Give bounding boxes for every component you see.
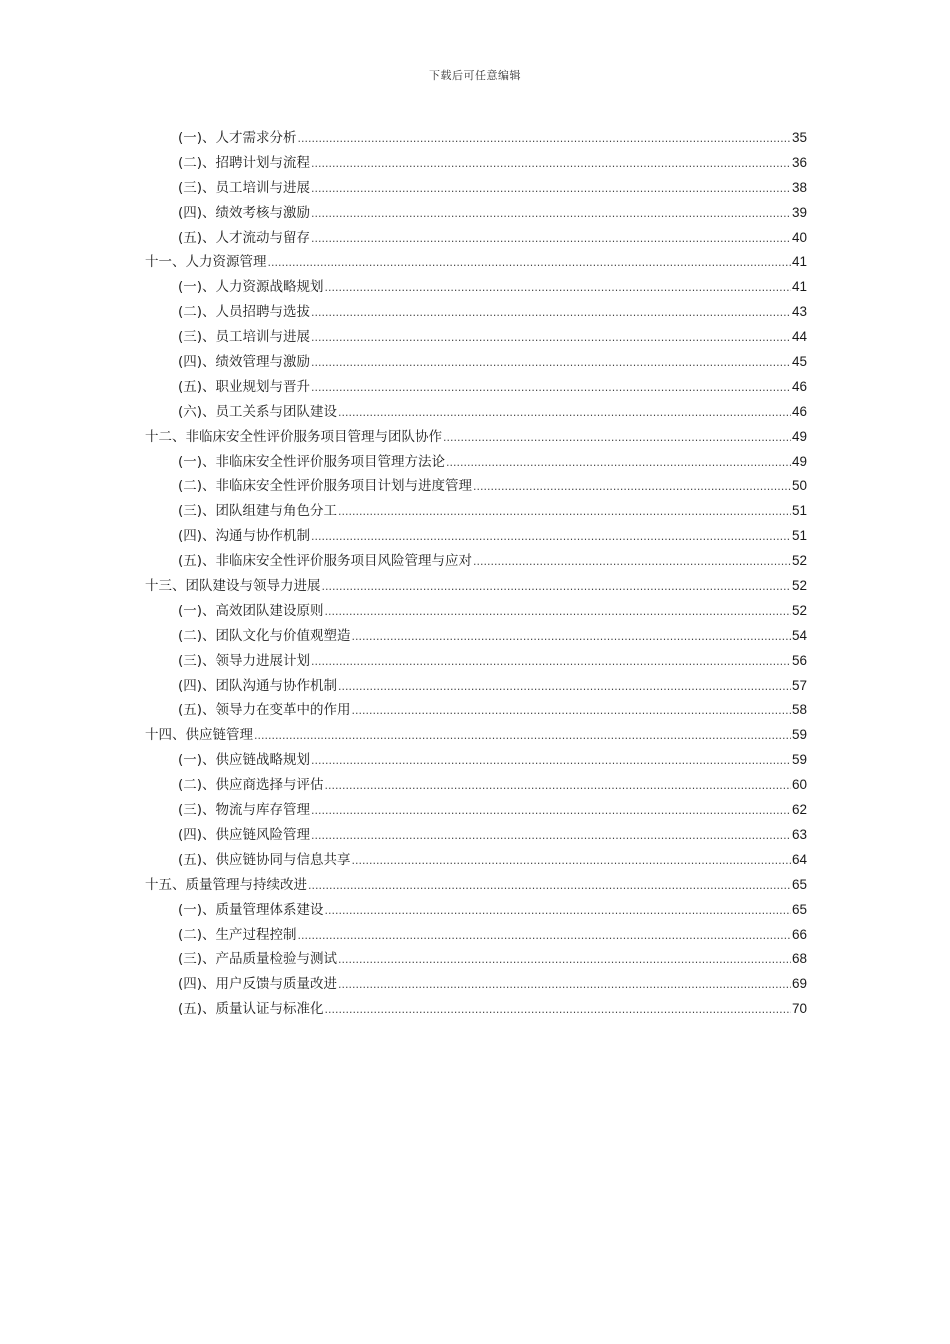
toc-page-number: 59	[791, 752, 807, 768]
toc-section-entry[interactable]	[145, 624, 807, 649]
toc-section-entry[interactable]	[145, 474, 807, 499]
toc-section-entry[interactable]	[145, 226, 807, 251]
toc-entry-title: (二)、团队文化与价值观塑造	[178, 627, 351, 644]
toc-page-number: 62	[791, 802, 807, 818]
toc-dot-leader	[311, 351, 791, 376]
toc-entry-title: (二)、非临床安全性评价服务项目计划与进度管理	[178, 478, 473, 495]
toc-dot-leader	[311, 177, 791, 202]
toc-dot-leader	[473, 550, 791, 575]
toc-section-entry[interactable]	[145, 972, 807, 997]
toc-page-number: 41	[791, 279, 807, 295]
toc-dot-leader	[268, 251, 791, 276]
toc-page-number: 39	[791, 204, 807, 220]
toc-page-number: 70	[791, 1001, 807, 1017]
toc-section-entry[interactable]	[145, 947, 807, 972]
toc-entry-title: (二)、供应商选择与评估	[178, 777, 324, 794]
toc-page-number: 52	[791, 602, 807, 618]
toc-dot-leader	[311, 227, 791, 252]
toc-entry-title: 十五、质量管理与持续改进	[145, 876, 307, 893]
toc-page-number: 51	[791, 528, 807, 544]
toc-dot-leader	[352, 625, 791, 650]
toc-chapter-entry[interactable]	[145, 723, 807, 748]
toc-dot-leader	[338, 948, 791, 973]
toc-entry-title: 十一、人力资源管理	[145, 254, 267, 271]
toc-entry-title: (四)、团队沟通与协作机制	[178, 677, 338, 694]
toc-page-number: 57	[791, 677, 807, 693]
toc-section-entry[interactable]	[145, 400, 807, 425]
toc-section-entry[interactable]	[145, 350, 807, 375]
toc-section-entry[interactable]	[145, 201, 807, 226]
toc-page-number: 58	[791, 702, 807, 718]
toc-dot-leader	[308, 874, 791, 899]
toc-entry-title: (一)、质量管理体系建设	[178, 901, 324, 918]
toc-dot-leader	[338, 973, 791, 998]
toc-section-entry[interactable]	[145, 773, 807, 798]
toc-entry-title: (四)、供应链风险管理	[178, 826, 311, 843]
toc-dot-leader	[325, 774, 791, 799]
toc-section-entry[interactable]	[145, 499, 807, 524]
page-header: 下载后可任意编辑	[429, 69, 521, 82]
toc-entry-title: (四)、沟通与协作机制	[178, 528, 311, 545]
toc-section-entry[interactable]	[145, 126, 807, 151]
toc-dot-leader	[311, 749, 791, 774]
toc-section-entry[interactable]	[145, 524, 807, 549]
toc-dot-leader	[338, 675, 791, 700]
toc-dot-leader	[473, 475, 791, 500]
toc-page-number: 46	[791, 403, 807, 419]
toc-entry-title: (五)、领导力在变革中的作用	[178, 702, 351, 719]
toc-entry-title: (三)、员工培训与进展	[178, 179, 311, 196]
toc-section-entry[interactable]	[145, 898, 807, 923]
toc-section-entry[interactable]	[145, 649, 807, 674]
toc-dot-leader	[311, 824, 791, 849]
toc-section-entry[interactable]	[145, 300, 807, 325]
toc-page-number: 38	[791, 179, 807, 195]
toc-section-entry[interactable]	[145, 275, 807, 300]
toc-dot-leader	[298, 127, 791, 152]
toc-entry-title: (一)、非临床安全性评价服务项目管理方法论	[178, 453, 446, 470]
toc-section-entry[interactable]	[145, 674, 807, 699]
toc-page-number: 45	[791, 354, 807, 370]
toc-dot-leader	[298, 924, 791, 949]
toc-entry-title: (三)、员工培训与进展	[178, 329, 311, 346]
toc-section-entry[interactable]	[145, 748, 807, 773]
toc-dot-leader	[311, 525, 791, 550]
toc-page-number: 65	[791, 876, 807, 892]
toc-section-entry[interactable]	[145, 823, 807, 848]
toc-chapter-entry[interactable]	[145, 873, 807, 898]
toc-page-number: 35	[791, 130, 807, 145]
toc-page-number: 63	[791, 826, 807, 842]
toc-page-number: 65	[791, 901, 807, 917]
toc-dot-leader	[254, 724, 791, 749]
toc-section-entry[interactable]	[145, 599, 807, 624]
toc-section-entry[interactable]	[145, 798, 807, 823]
toc-section-entry[interactable]	[145, 176, 807, 201]
toc-entry-title: 十三、团队建设与领导力进展	[145, 578, 321, 595]
toc-entry-title: (六)、员工关系与团队建设	[178, 403, 338, 420]
table-of-contents	[145, 126, 807, 1022]
toc-entry-title: (一)、人才需求分析	[178, 130, 297, 146]
toc-section-entry[interactable]	[145, 698, 807, 723]
toc-entry-title: (二)、人员招聘与选拔	[178, 304, 311, 321]
toc-page-number: 50	[791, 478, 807, 494]
toc-entry-title: (五)、非临床安全性评价服务项目风险管理与应对	[178, 553, 473, 570]
toc-chapter-entry[interactable]	[145, 574, 807, 599]
toc-section-entry[interactable]	[145, 997, 807, 1022]
toc-dot-leader	[325, 899, 791, 924]
toc-entry-title: (一)、人力资源战略规划	[178, 279, 324, 296]
toc-page-number: 60	[791, 777, 807, 793]
toc-page-number: 40	[791, 229, 807, 245]
toc-page-number: 51	[791, 503, 807, 519]
toc-page-number: 66	[791, 926, 807, 942]
toc-section-entry[interactable]	[145, 848, 807, 873]
toc-page-number: 64	[791, 851, 807, 867]
toc-chapter-entry[interactable]	[145, 425, 807, 450]
toc-dot-leader	[446, 451, 791, 476]
toc-entry-title: (五)、职业规划与晋升	[178, 378, 311, 395]
toc-entry-title: (五)、人才流动与留存	[178, 229, 311, 246]
toc-dot-leader	[352, 849, 791, 874]
toc-section-entry[interactable]	[145, 151, 807, 176]
toc-dot-leader	[311, 326, 791, 351]
toc-dot-leader	[325, 998, 791, 1023]
toc-entry-title: (一)、供应链战略规划	[178, 752, 311, 769]
toc-section-entry[interactable]	[145, 923, 807, 948]
toc-page-number: 49	[791, 428, 807, 444]
toc-page-number: 56	[791, 652, 807, 668]
toc-page-number: 59	[791, 727, 807, 743]
toc-entry-title: (二)、招聘计划与流程	[178, 154, 311, 171]
toc-dot-leader	[311, 799, 791, 824]
toc-page-number: 52	[791, 578, 807, 594]
toc-section-entry[interactable]	[145, 375, 807, 400]
toc-entry-title: (四)、绩效考核与激励	[178, 204, 311, 221]
toc-chapter-entry[interactable]	[145, 250, 807, 275]
toc-page-number: 46	[791, 378, 807, 394]
toc-dot-leader	[311, 301, 791, 326]
toc-dot-leader	[311, 202, 791, 227]
toc-dot-leader	[352, 699, 791, 724]
toc-page-number: 52	[791, 553, 807, 569]
toc-entry-title: 十二、非临床安全性评价服务项目管理与团队协作	[145, 428, 442, 445]
toc-entry-title: (五)、质量认证与标准化	[178, 1001, 324, 1018]
toc-entry-title: (一)、高效团队建设原则	[178, 602, 324, 619]
toc-entry-title: (三)、物流与库存管理	[178, 802, 311, 819]
toc-page-number: 54	[791, 627, 807, 643]
toc-entry-title: (四)、绩效管理与激励	[178, 354, 311, 371]
toc-entry-title: (五)、供应链协同与信息共享	[178, 851, 351, 868]
toc-dot-leader	[325, 600, 791, 625]
toc-dot-leader	[311, 376, 791, 401]
toc-dot-leader	[338, 401, 791, 426]
toc-page-number: 68	[791, 951, 807, 967]
toc-entry-title: (四)、用户反馈与质量改进	[178, 976, 338, 993]
toc-entry-title: (三)、团队组建与角色分工	[178, 503, 338, 520]
toc-section-entry[interactable]	[145, 325, 807, 350]
toc-page-number: 43	[791, 304, 807, 320]
toc-dot-leader	[325, 276, 791, 301]
toc-entry-title: (三)、产品质量检验与测试	[178, 951, 338, 968]
toc-page-number: 36	[791, 154, 807, 170]
toc-section-entry[interactable]	[145, 549, 807, 574]
toc-dot-leader	[443, 426, 791, 451]
toc-section-entry[interactable]	[145, 450, 807, 475]
toc-page-number: 44	[791, 329, 807, 345]
toc-entry-title: 十四、供应链管理	[145, 727, 253, 744]
toc-dot-leader	[311, 152, 791, 177]
toc-dot-leader	[322, 575, 791, 600]
toc-page-number: 41	[791, 254, 807, 270]
toc-dot-leader	[338, 500, 791, 525]
toc-page-number: 49	[791, 453, 807, 469]
toc-dot-leader	[311, 650, 791, 675]
toc-page-number: 69	[791, 976, 807, 992]
toc-entry-title: (三)、领导力进展计划	[178, 652, 311, 669]
toc-entry-title: (二)、生产过程控制	[178, 926, 297, 943]
